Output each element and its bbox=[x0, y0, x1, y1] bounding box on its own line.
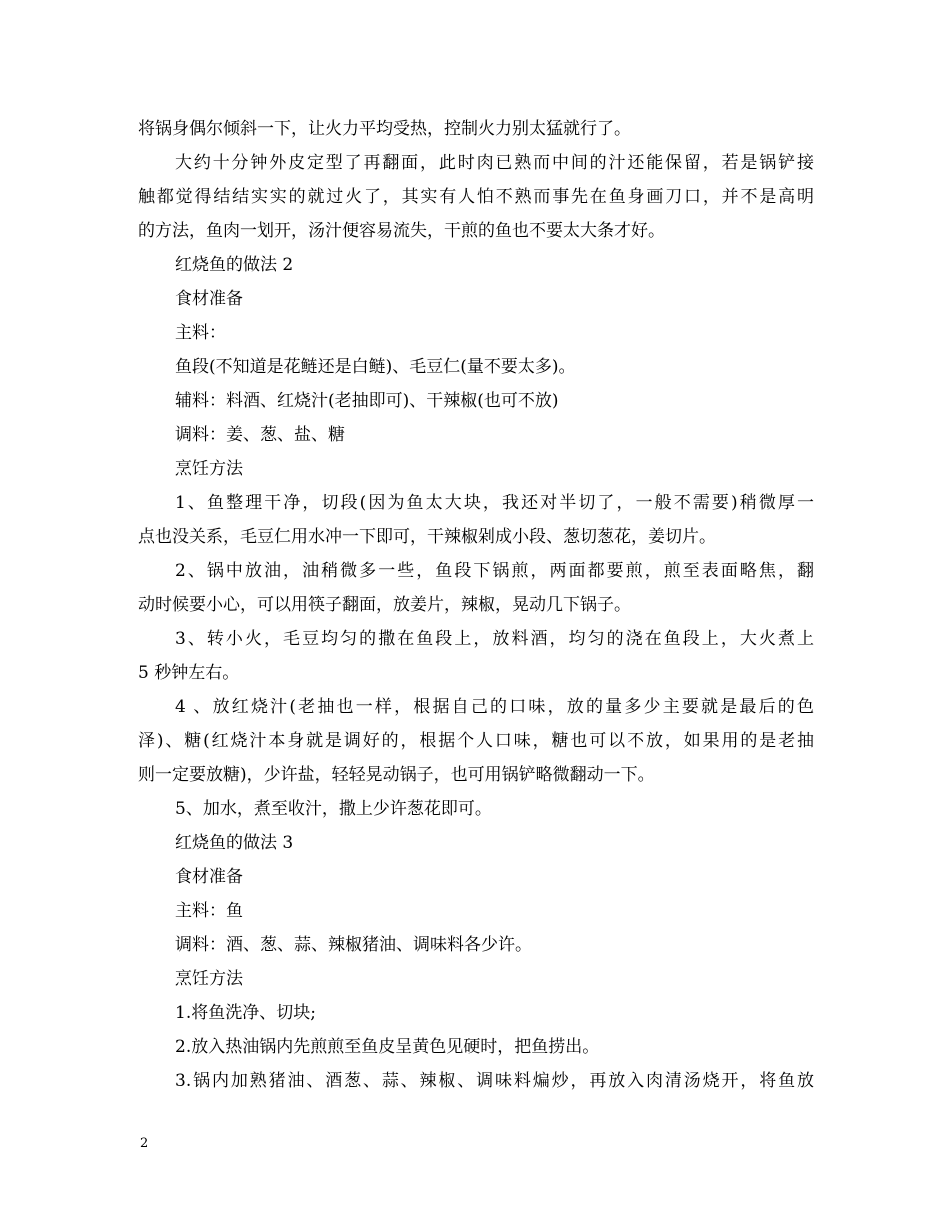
text-line: 的方法，鱼肉一划开，汤汁便容易流失，干煎的鱼也不要太大条才好。 bbox=[138, 221, 665, 241]
text-line: 主料： bbox=[175, 323, 226, 343]
text-line: 动时候要小心，可以用筷子翻面，放姜片，辣椒，晃动几下锅子。 bbox=[138, 595, 631, 615]
text-line: 点也没关系，毛豆仁用水冲一下即可，干辣椒剁成小段、葱切葱花，姜切片。 bbox=[138, 527, 716, 547]
document-body bbox=[138, 112, 814, 1098]
text-line: 3.锅内加熟猪油、酒葱、蒜、辣椒、调味料煸炒，再放入肉清汤烧开，将鱼放 bbox=[175, 1071, 814, 1091]
text-line: 5 秒钟左右。 bbox=[138, 663, 240, 683]
text-line: 红烧鱼的做法 2 bbox=[175, 255, 294, 275]
text-line: 调料：姜、葱、盐、糖 bbox=[175, 425, 345, 445]
text-line: 辅料：料酒、红烧汁(老抽即可)、干辣椒(也可不放) bbox=[175, 391, 559, 411]
text-line: 主料：鱼 bbox=[175, 901, 243, 921]
text-line: 5、加水，煮至收汁，撒上少许葱花即可。 bbox=[175, 799, 492, 819]
text-line: 则一定要放糖)，少许盐，轻轻晃动锅子，也可用锅铲略微翻动一下。 bbox=[138, 765, 655, 785]
text-line: 烹饪方法 bbox=[175, 969, 243, 989]
text-line: 鱼段(不知道是花鲢还是白鲢)、毛豆仁(量不要太多)。 bbox=[175, 357, 576, 377]
text-line: 大约十分钟外皮定型了再翻面，此时肉已熟而中间的汁还能保留，若是锅铲接 bbox=[175, 153, 814, 173]
text-line: 食材准备 bbox=[175, 867, 243, 887]
text-line: 调料：酒、葱、蒜、辣椒猪油、调味料各少许。 bbox=[175, 935, 532, 955]
text-line: 2、锅中放油，油稍微多一些，鱼段下锅煎，两面都要煎，煎至表面略焦，翻 bbox=[175, 561, 814, 581]
text-line: 将锅身偶尔倾斜一下，让火力平均受热，控制火力别太猛就行了。 bbox=[138, 119, 631, 139]
text-line: 2.放入热油锅内先煎煎至鱼皮呈黄色见硬时，把鱼捞出。 bbox=[175, 1037, 600, 1057]
text-line: 泽)、糖(红烧汁本身就是调好的，根据个人口味，糖也可以不放，如果用的是老抽 bbox=[138, 731, 814, 751]
text-line: 4 、放红烧汁(老抽也一样，根据自己的口味，放的量多少主要就是最后的色 bbox=[175, 697, 814, 717]
text-line: 红烧鱼的做法 3 bbox=[175, 833, 294, 853]
text-line: 3、转小火，毛豆均匀的撒在鱼段上，放料酒，均匀的浇在鱼段上，大火煮上 bbox=[175, 629, 814, 649]
text-line: 1.将鱼洗净、切块; bbox=[175, 1003, 316, 1023]
text-line: 1、鱼整理干净，切段(因为鱼太大块，我还对半切了，一般不需要)稍微厚一 bbox=[175, 493, 814, 513]
page-number: 2 bbox=[140, 1136, 149, 1151]
text-line: 食材准备 bbox=[175, 289, 243, 309]
text-line: 烹饪方法 bbox=[175, 459, 243, 479]
text-line: 触都觉得结结实实的就过火了，其实有人怕不熟而事先在鱼身画刀口，并不是高明 bbox=[138, 187, 814, 207]
